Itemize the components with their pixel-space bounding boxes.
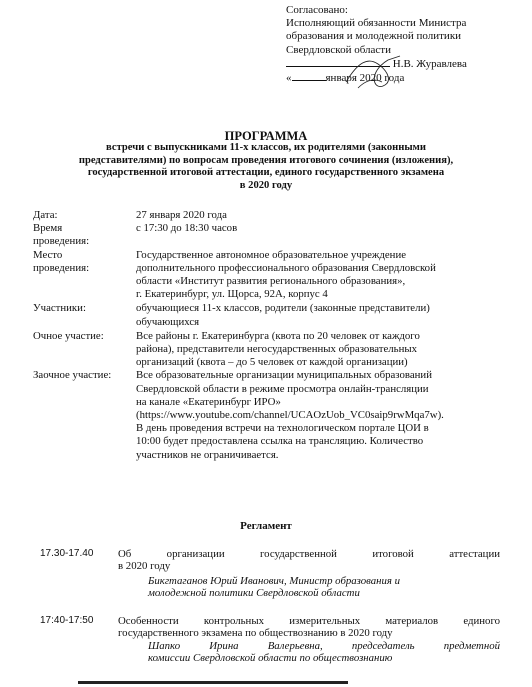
schedule-topic-line: Особенности контрольных измерительных материалов единого [118,615,500,627]
place-value [136,249,513,302]
schedule-title: Регламент [240,520,292,532]
remote-line: В день проведения встречи на технологическом портале ЦОИ в [136,422,429,435]
place-label [33,249,136,302]
remote-label: Заочное участие: [33,369,112,382]
schedule-item [40,615,500,665]
bottom-scan-artifact [78,681,348,684]
schedule-time: 17.30-17.40 [40,548,94,559]
approval-heading: Согласовано: [286,4,348,16]
approval-date-quote: « [286,72,292,85]
approval-block [286,4,526,85]
participants-value [136,302,513,328]
schedule-topic-line: государственного экзамена по обществознанию в 2020 году [118,627,393,640]
youtube-link[interactable]: (https://www.youtube.com/channel/UCAOzUob_VC0saip9rwMqa7w). [136,409,444,422]
schedule-body [118,548,500,600]
schedule-speaker-line-2: комиссии Свердловской области по обществознанию [148,652,393,665]
remote-line: Все образовательные организации муниципальных образований [136,369,432,382]
place-label-line-1: Место [33,248,63,261]
time-label [33,222,136,248]
subtitle-line: государственной итоговой аттестации, единого государственного экзамена [87,167,445,179]
signature-scribble-icon [338,52,408,92]
approval-date-text: января 2020 года [325,72,405,85]
remote-line: Свердловской области в режиме просмотра онлайн-трансляции [136,382,429,395]
approval-position-line-3: Свердловской области [286,43,391,56]
inperson-line: Все районы г. Екатеринбурга (квота по 20 человек от каждого [136,329,420,342]
participants-label: Участники: [33,302,86,315]
subtitle-line: встречи с выпускниками 11-х классов, их родителями (законными [106,142,426,153]
info-row-participants [33,302,513,328]
time-value: с 17:30 до 18:30 часов [136,222,238,235]
schedule-topic-line: Об организации государственной итоговой аттестации [118,548,500,560]
info-row-inperson [33,330,513,370]
schedule-speaker: Шапко Ирина Валерьевна, председатель предметной [148,639,500,652]
place-line: Государственное автономное образовательное учреждение [136,248,407,261]
schedule-speaker-line-2: молодежной политики Свердловской области [148,587,360,600]
place-line: области «Институт развития регионального образования», [136,275,406,288]
place-line: дополнительного профессионального образования Свердловской [136,261,436,274]
participants-line: обучающиеся 11-х классов, родители (законные представители) [136,302,430,315]
remote-line: на канале «Екатеринбург ИРО» [136,395,281,408]
remote-line: участников не ограничивается. [136,448,279,461]
schedule-topic-line: в 2020 году [118,560,171,573]
approval-position-line-1: Исполняющий обязанности Министра [286,17,467,30]
schedule-time: 17:40-17:50 [40,615,94,626]
speaker-name: Бикгтаганов Юрий Иванович [148,574,284,587]
inperson-line: района), представители негосударственных образовательных [136,343,418,356]
place-line: г. Екатеринбург, ул. Щорса, 92А, корпус 4 [136,288,328,301]
speaker-role: , Министр образования и [283,574,401,587]
subtitle-line: в 2020 году [239,179,293,191]
info-row-time [33,222,513,248]
participants-line: обучающихся [136,315,200,328]
time-label-line-1: Время [33,222,63,235]
schedule-body [118,615,500,665]
time-label-line-2: проведения: [33,235,90,248]
info-row-date [33,209,513,222]
inperson-value [136,330,513,370]
approval-signer: Н.В. Журавлева [392,57,467,70]
inperson-line: организаций (квота – до 5 человек от каждой организации) [136,356,408,369]
event-info [33,209,513,462]
date-label: Дата: [33,209,58,221]
page-subtitle [26,142,506,192]
remote-line: 10:00 будет предоставлена ссылка на трансляцию. Количество [136,435,424,448]
subtitle-line: представителями) по вопросам проведения итогового сочинения (изложения), [78,154,454,166]
date-blank [292,71,326,81]
info-row-remote [33,369,513,461]
page-title: ПРОГРАММА [224,129,308,143]
remote-value [136,369,513,461]
schedule-item [40,548,500,600]
info-row-place [33,249,513,302]
approval-position-line-2: образования и молодежной политики [286,30,462,43]
inperson-label: Очное участие: [33,329,104,342]
date-value: 27 января 2020 года [136,209,227,221]
place-label-line-2: проведения: [33,261,90,274]
schedule-speaker [118,575,500,587]
